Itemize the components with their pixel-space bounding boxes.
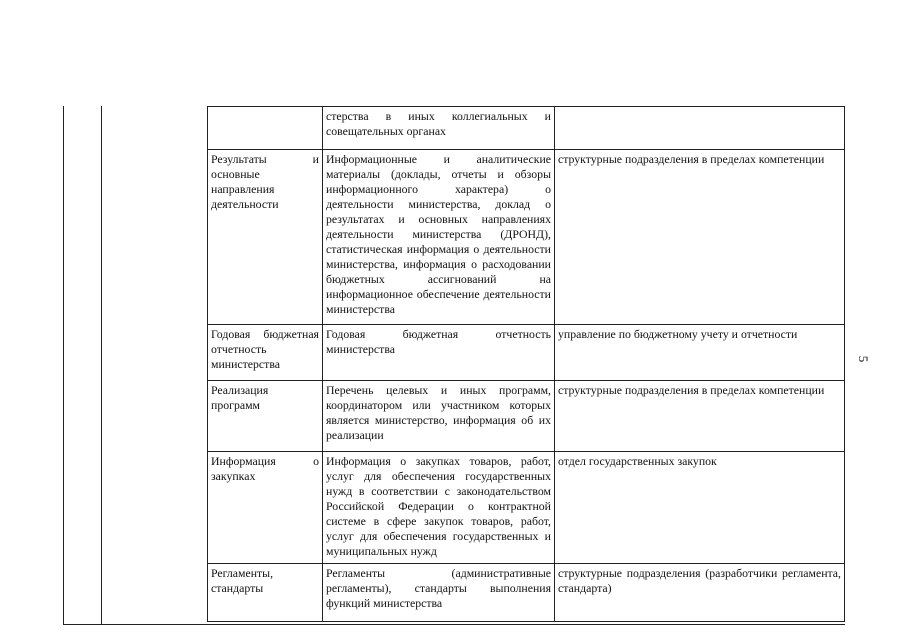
document-table [207,106,845,622]
category-cell: Регламенты, стандарты [208,564,323,622]
left-margin-line-2 [101,106,102,625]
left-margin-line-1 [63,106,64,625]
category-cell [208,107,323,150]
category-cell: Реализация программ [208,381,323,452]
category-cell: Результаты и основные направления деятельности [208,150,323,325]
content-cell: Регламенты (административные регламенты), стандарты выполнения функций министерства [323,564,555,622]
responsible-cell: структурные подразделения (разработчики регламента, стандарта) [555,564,845,622]
responsible-cell: отдел государственных закупок [555,452,845,564]
table-row [208,325,845,381]
content-cell: Перечень целевых и иных программ, координатором или участником которых является министерство, информация об их реализации [323,381,555,452]
table-row [208,150,845,325]
responsible-cell: структурные подразделения в пределах компетенции [555,381,845,452]
content-cell: стерства в иных коллегиальных и совещательных органах [323,107,555,150]
content-cell: Годовая бюджетная отчетность министерства [323,325,555,381]
responsible-cell: управление по бюджетному учету и отчетности [555,325,845,381]
table-row [208,452,845,564]
bottom-border-line [63,624,845,625]
responsible-cell: структурные подразделения в пределах компетенции [555,150,845,325]
table-row [208,564,845,622]
page-number: 5 [856,355,871,363]
category-cell: Информация о закупках [208,452,323,564]
content-cell: Информационные и аналитические материалы (доклады, отчеты и обзоры информационного характера) о деятельности министерства, доклад о результатах и основных направлениях деятельности министерства (ДРОНД), статистическая информация о деятельности министерства, информация о расходовании бюджетных ассигнований на информационное обеспечение деятельности министерства [323,150,555,325]
table-row [208,381,845,452]
table-row [208,107,845,150]
content-cell: Информация о закупках товаров, работ, услуг для обеспечения государственных нужд в соответствии с законодательством Российской Федерации о контрактной системе в сфере закупок товаров, работ, услуг для обеспечения государственных и муниципальных нужд [323,452,555,564]
category-cell: Годовая бюджетная отчетность министерства [208,325,323,381]
responsible-cell [555,107,845,150]
